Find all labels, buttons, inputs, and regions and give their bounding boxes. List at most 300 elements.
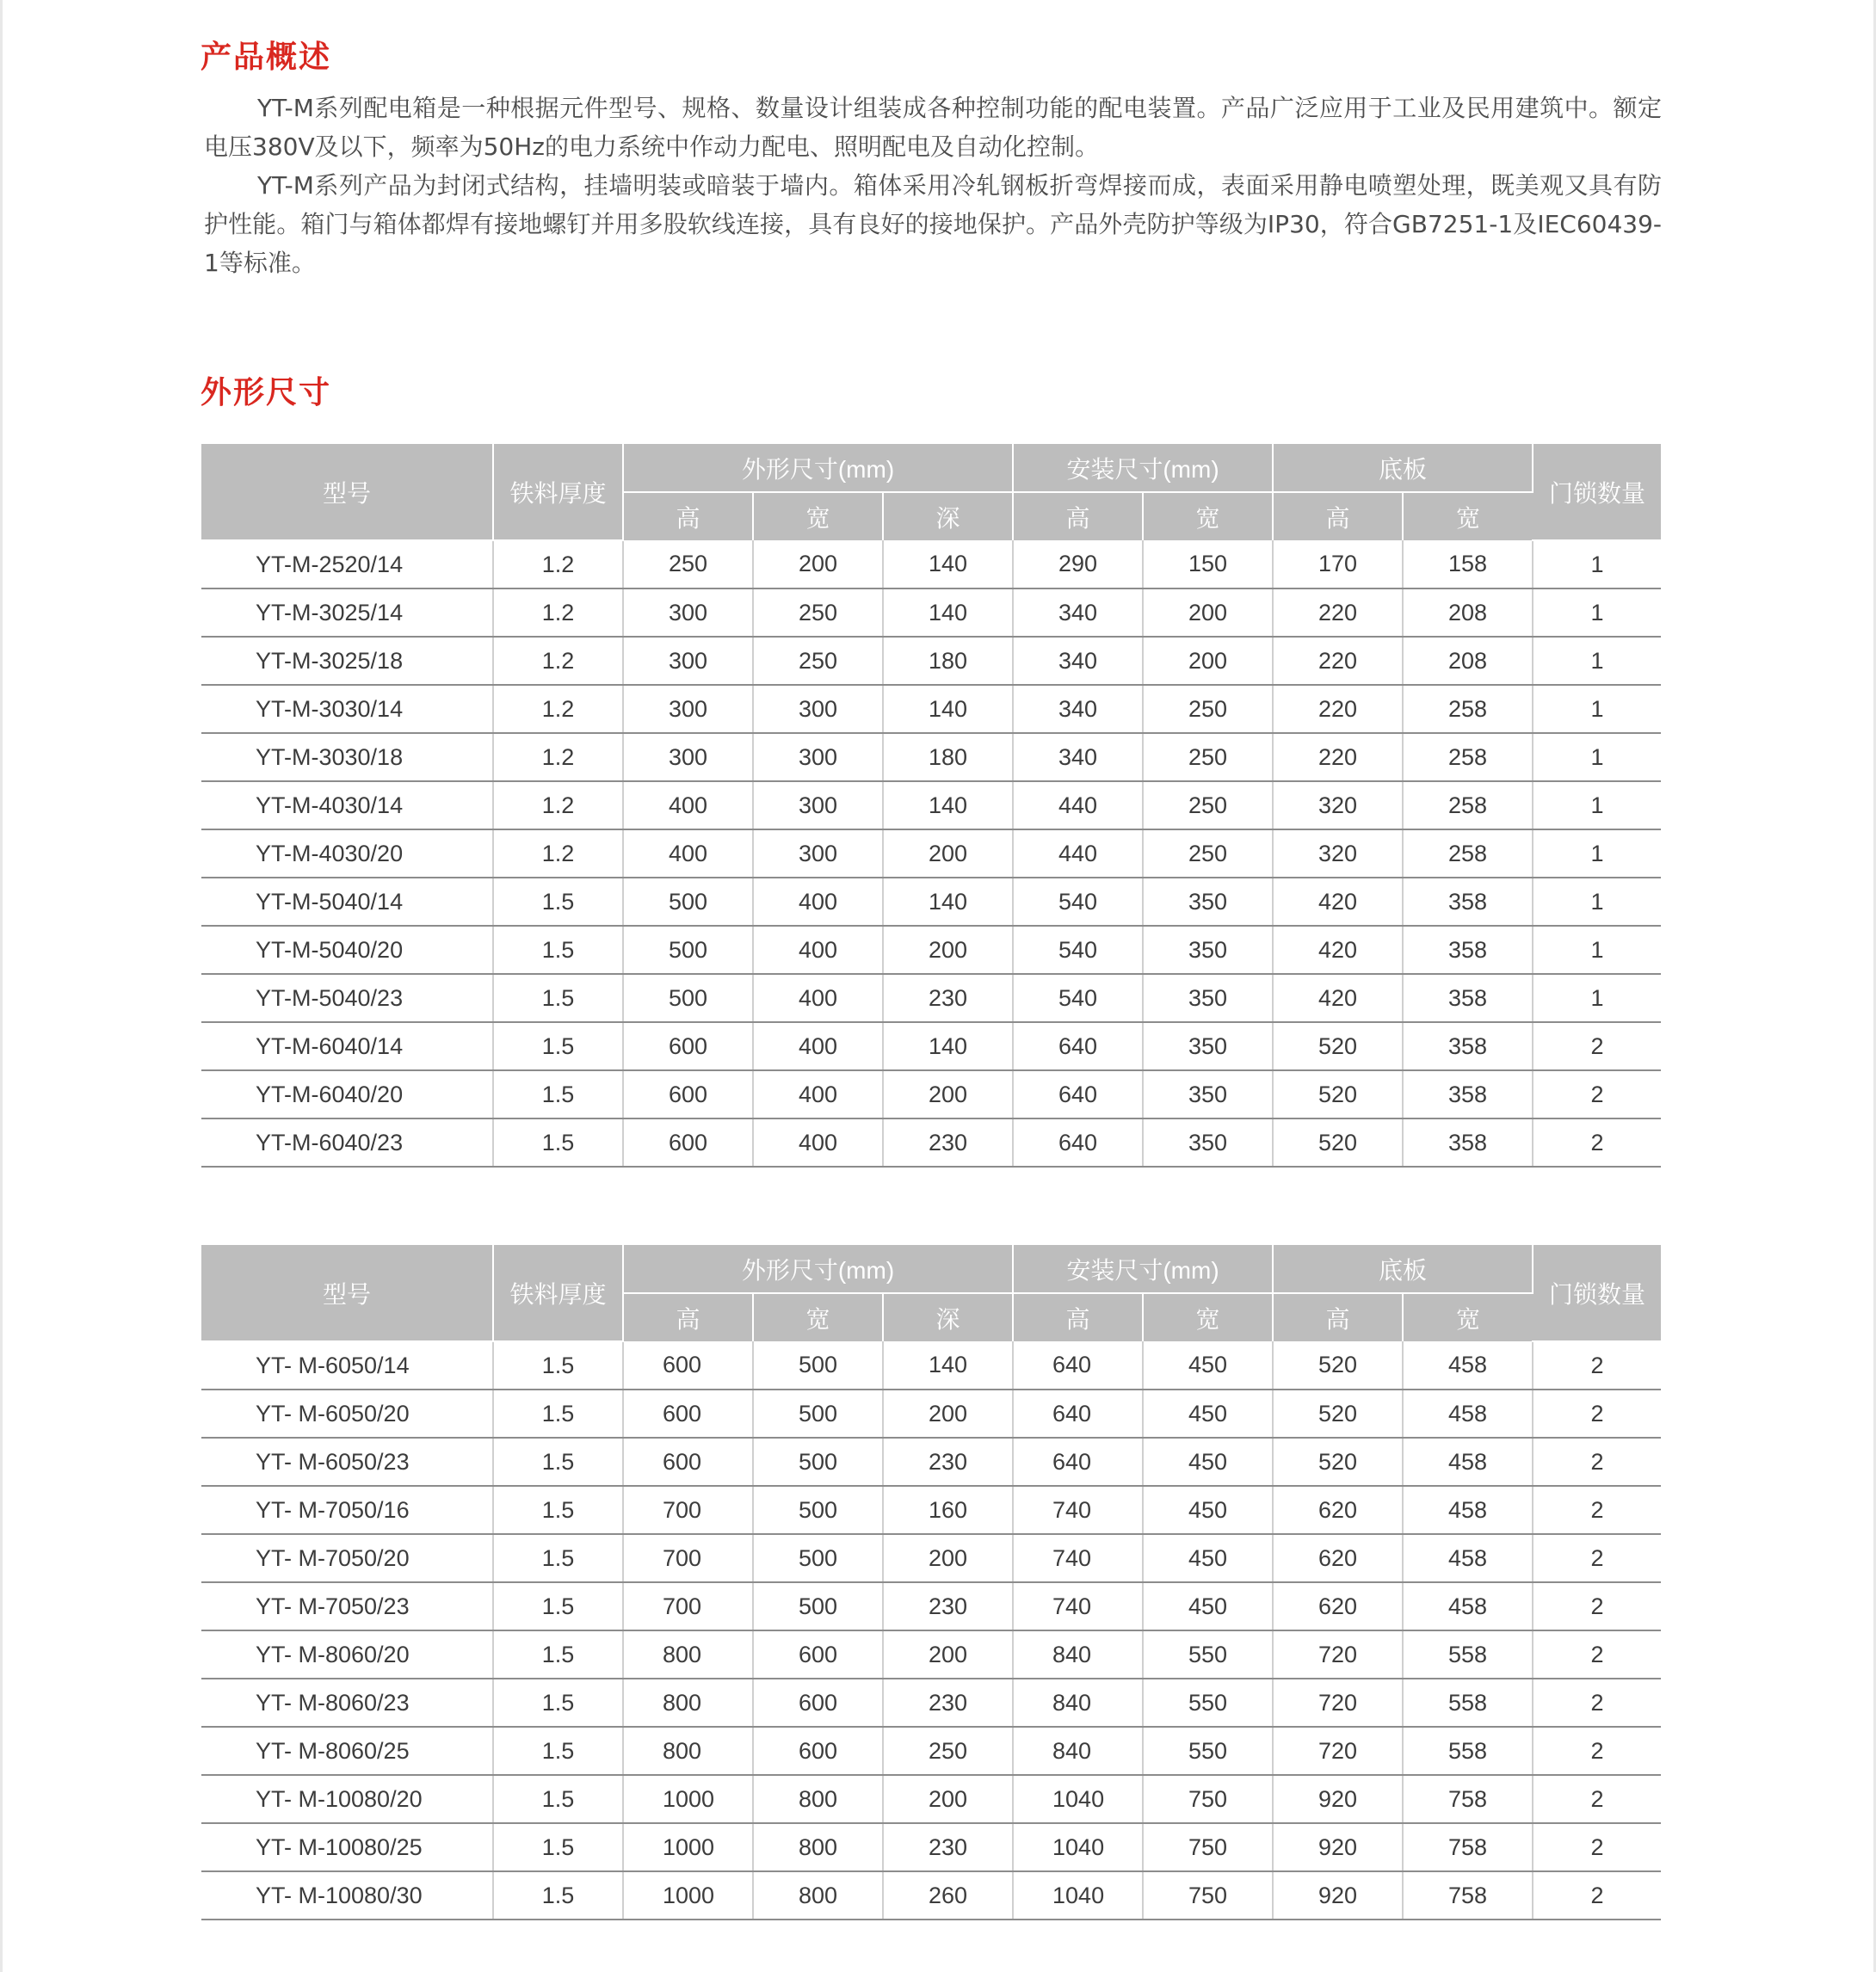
overview-text (204, 89, 1662, 282)
cell-install-width: 550 (1143, 1679, 1273, 1727)
cell-thickness: 1.2 (493, 685, 623, 733)
cell-install-height: 840 (1013, 1630, 1143, 1679)
subheader-height: 高 (1013, 1293, 1143, 1341)
table-row (201, 1727, 1661, 1775)
cell-outer-width: 500 (753, 1438, 883, 1486)
cell-outer-height: 600 (623, 1390, 753, 1438)
cell-base-height: 920 (1273, 1775, 1403, 1823)
cell-base-height: 520 (1273, 1438, 1403, 1486)
cell-lock-count: 1 (1533, 685, 1661, 733)
cell-model: YT-M-6040/14 (201, 1022, 493, 1070)
cell-base-width: 208 (1403, 637, 1533, 685)
cell-model: YT- M-7050/16 (201, 1486, 493, 1534)
cell-outer-width: 600 (753, 1679, 883, 1727)
cell-install-width: 750 (1143, 1823, 1273, 1871)
cell-outer-depth: 200 (883, 829, 1013, 878)
cell-base-width: 358 (1403, 926, 1533, 974)
cell-thickness: 1.5 (493, 1823, 623, 1871)
subheader-height: 高 (623, 492, 753, 540)
cell-model: YT-M-6040/20 (201, 1070, 493, 1118)
cell-base-width: 458 (1403, 1534, 1533, 1582)
cell-outer-depth: 200 (883, 1390, 1013, 1438)
cell-base-width: 458 (1403, 1486, 1533, 1534)
cell-install-width: 350 (1143, 1022, 1273, 1070)
cell-install-height: 340 (1013, 589, 1143, 637)
cell-outer-depth: 230 (883, 1438, 1013, 1486)
cell-base-height: 420 (1273, 878, 1403, 926)
cell-outer-depth: 230 (883, 1118, 1013, 1167)
cell-base-height: 520 (1273, 1341, 1403, 1390)
subheader-height: 高 (623, 1293, 753, 1341)
table-row (201, 589, 1661, 637)
cell-install-height: 640 (1013, 1390, 1143, 1438)
cell-outer-depth: 140 (883, 878, 1013, 926)
cell-outer-depth: 140 (883, 540, 1013, 589)
cell-outer-height: 700 (623, 1534, 753, 1582)
cell-lock-count: 2 (1533, 1630, 1661, 1679)
spec-table-2-body (201, 1341, 1661, 1920)
cell-outer-depth: 140 (883, 1341, 1013, 1390)
table-row (201, 781, 1661, 829)
subheader-width: 宽 (753, 1293, 883, 1341)
cell-outer-depth: 200 (883, 1534, 1013, 1582)
cell-install-height: 440 (1013, 781, 1143, 829)
cell-outer-height: 1000 (623, 1871, 753, 1920)
cell-model: YT- M-10080/20 (201, 1775, 493, 1823)
cell-model: YT-M-3025/14 (201, 589, 493, 637)
cell-base-width: 558 (1403, 1630, 1533, 1679)
table-row (201, 926, 1661, 974)
table-row (201, 1871, 1661, 1920)
header-thickness: 铁料厚度 (493, 444, 623, 540)
cell-outer-depth: 200 (883, 926, 1013, 974)
cell-thickness: 1.2 (493, 781, 623, 829)
overview-paragraph-1: YT-M系列配电箱是一种根据元件型号、规格、数量设计组装成各种控制功能的配电装置。产品广泛应用于工业及民用建筑中。额定电压380V及以下，频率为50Hz的电力系统中作动力配电、照明配电及自动化控制。 (204, 94, 1662, 161)
cell-outer-width: 400 (753, 926, 883, 974)
table-row (201, 878, 1661, 926)
cell-thickness: 1.5 (493, 1022, 623, 1070)
cell-install-height: 540 (1013, 878, 1143, 926)
cell-model: YT-M-3030/18 (201, 733, 493, 781)
cell-install-width: 450 (1143, 1341, 1273, 1390)
cell-base-height: 520 (1273, 1118, 1403, 1167)
cell-install-height: 640 (1013, 1118, 1143, 1167)
cell-outer-height: 1000 (623, 1823, 753, 1871)
cell-model: YT-M-3025/18 (201, 637, 493, 685)
cell-base-height: 620 (1273, 1534, 1403, 1582)
cell-outer-width: 300 (753, 685, 883, 733)
cell-install-height: 540 (1013, 926, 1143, 974)
cell-model: YT- M-6050/14 (201, 1341, 493, 1390)
cell-lock-count: 1 (1533, 781, 1661, 829)
cell-outer-height: 1000 (623, 1775, 753, 1823)
cell-base-height: 720 (1273, 1679, 1403, 1727)
cell-install-width: 150 (1143, 540, 1273, 589)
cell-base-width: 258 (1403, 685, 1533, 733)
cell-thickness: 1.2 (493, 733, 623, 781)
cell-outer-depth: 230 (883, 1823, 1013, 1871)
cell-model: YT- M-10080/30 (201, 1871, 493, 1920)
cell-base-width: 758 (1403, 1775, 1533, 1823)
cell-lock-count: 2 (1533, 1823, 1661, 1871)
cell-lock-count: 2 (1533, 1871, 1661, 1920)
cell-thickness: 1.5 (493, 974, 623, 1022)
cell-base-width: 758 (1403, 1871, 1533, 1920)
table-row (201, 1022, 1661, 1070)
table-row (201, 1534, 1661, 1582)
cell-outer-height: 800 (623, 1727, 753, 1775)
subheader-height: 高 (1013, 492, 1143, 540)
cell-outer-height: 300 (623, 589, 753, 637)
cell-install-width: 250 (1143, 733, 1273, 781)
cell-base-width: 458 (1403, 1582, 1533, 1630)
cell-install-height: 340 (1013, 685, 1143, 733)
cell-lock-count: 1 (1533, 733, 1661, 781)
cell-model: YT- M-6050/20 (201, 1390, 493, 1438)
header-model: 型号 (201, 444, 493, 540)
table-row (201, 1390, 1661, 1438)
cell-thickness: 1.5 (493, 1679, 623, 1727)
cell-base-height: 720 (1273, 1727, 1403, 1775)
cell-thickness: 1.5 (493, 1118, 623, 1167)
cell-thickness: 1.2 (493, 589, 623, 637)
cell-thickness: 1.2 (493, 637, 623, 685)
cell-base-width: 458 (1403, 1390, 1533, 1438)
cell-install-width: 350 (1143, 878, 1273, 926)
cell-outer-width: 400 (753, 878, 883, 926)
cell-thickness: 1.5 (493, 1727, 623, 1775)
cell-model: YT- M-8060/20 (201, 1630, 493, 1679)
cell-install-width: 750 (1143, 1871, 1273, 1920)
cell-thickness: 1.5 (493, 1341, 623, 1390)
cell-outer-height: 250 (623, 540, 753, 589)
cell-model: YT- M-8060/25 (201, 1727, 493, 1775)
cell-lock-count: 2 (1533, 1118, 1661, 1167)
table-row (201, 1582, 1661, 1630)
cell-outer-depth: 230 (883, 974, 1013, 1022)
cell-base-height: 520 (1273, 1070, 1403, 1118)
table-row (201, 1341, 1661, 1390)
cell-lock-count: 1 (1533, 637, 1661, 685)
cell-base-width: 758 (1403, 1823, 1533, 1871)
cell-model: YT-M-5040/20 (201, 926, 493, 974)
cell-outer-width: 600 (753, 1630, 883, 1679)
cell-install-height: 740 (1013, 1486, 1143, 1534)
cell-outer-depth: 180 (883, 733, 1013, 781)
cell-install-height: 840 (1013, 1727, 1143, 1775)
cell-outer-height: 300 (623, 733, 753, 781)
table-row (201, 829, 1661, 878)
cell-base-height: 320 (1273, 781, 1403, 829)
cell-outer-depth: 230 (883, 1582, 1013, 1630)
table-row (201, 1070, 1661, 1118)
table-row (201, 1486, 1661, 1534)
cell-thickness: 1.5 (493, 1871, 623, 1920)
cell-lock-count: 2 (1533, 1775, 1661, 1823)
cell-install-width: 250 (1143, 781, 1273, 829)
cell-base-width: 558 (1403, 1679, 1533, 1727)
cell-outer-height: 800 (623, 1679, 753, 1727)
table-row (201, 1679, 1661, 1727)
cell-thickness: 1.5 (493, 1438, 623, 1486)
cell-lock-count: 2 (1533, 1679, 1661, 1727)
cell-outer-width: 500 (753, 1534, 883, 1582)
header-thickness: 铁料厚度 (493, 1245, 623, 1341)
cell-outer-width: 400 (753, 1022, 883, 1070)
cell-outer-width: 500 (753, 1390, 883, 1438)
cell-outer-height: 500 (623, 926, 753, 974)
cell-thickness: 1.5 (493, 1486, 623, 1534)
header-outer-size: 外形尺寸(mm) (623, 444, 1013, 492)
cell-thickness: 1.5 (493, 1390, 623, 1438)
cell-base-height: 220 (1273, 685, 1403, 733)
header-lock-count: 门锁数量 (1533, 444, 1661, 540)
cell-model: YT-M-6040/23 (201, 1118, 493, 1167)
cell-base-width: 558 (1403, 1727, 1533, 1775)
cell-install-height: 340 (1013, 733, 1143, 781)
cell-lock-count: 2 (1533, 1390, 1661, 1438)
table-row (201, 733, 1661, 781)
cell-outer-height: 500 (623, 974, 753, 1022)
subheader-depth: 深 (883, 492, 1013, 540)
spec-table-1 (201, 444, 1661, 1168)
cell-install-height: 840 (1013, 1679, 1143, 1727)
cell-install-width: 350 (1143, 926, 1273, 974)
subheader-height: 高 (1273, 1293, 1403, 1341)
cell-outer-width: 300 (753, 733, 883, 781)
cell-base-height: 220 (1273, 589, 1403, 637)
cell-outer-height: 400 (623, 829, 753, 878)
cell-base-height: 420 (1273, 974, 1403, 1022)
header-outer-size: 外形尺寸(mm) (623, 1245, 1013, 1293)
cell-base-width: 358 (1403, 878, 1533, 926)
cell-base-height: 420 (1273, 926, 1403, 974)
header-base-plate: 底板 (1273, 1245, 1533, 1293)
table-row (201, 974, 1661, 1022)
cell-outer-depth: 140 (883, 1022, 1013, 1070)
cell-model: YT- M-7050/20 (201, 1534, 493, 1582)
cell-lock-count: 1 (1533, 589, 1661, 637)
cell-lock-count: 2 (1533, 1438, 1661, 1486)
cell-thickness: 1.5 (493, 1630, 623, 1679)
cell-base-height: 720 (1273, 1630, 1403, 1679)
cell-outer-height: 500 (623, 878, 753, 926)
cell-base-height: 520 (1273, 1022, 1403, 1070)
cell-outer-depth: 200 (883, 1630, 1013, 1679)
cell-model: YT- M-7050/23 (201, 1582, 493, 1630)
cell-outer-depth: 180 (883, 637, 1013, 685)
cell-outer-width: 300 (753, 829, 883, 878)
cell-install-width: 450 (1143, 1582, 1273, 1630)
table-row (201, 540, 1661, 589)
table-row (201, 1823, 1661, 1871)
cell-lock-count: 2 (1533, 1582, 1661, 1630)
cell-base-width: 258 (1403, 733, 1533, 781)
cell-outer-depth: 230 (883, 1679, 1013, 1727)
cell-install-height: 640 (1013, 1341, 1143, 1390)
subheader-width: 宽 (1403, 492, 1533, 540)
cell-install-width: 200 (1143, 637, 1273, 685)
cell-install-width: 450 (1143, 1438, 1273, 1486)
cell-outer-depth: 140 (883, 589, 1013, 637)
cell-outer-height: 300 (623, 637, 753, 685)
cell-outer-height: 800 (623, 1630, 753, 1679)
cell-lock-count: 1 (1533, 878, 1661, 926)
spec-table-2 (201, 1245, 1661, 1920)
cell-install-width: 750 (1143, 1775, 1273, 1823)
cell-outer-height: 600 (623, 1022, 753, 1070)
cell-base-width: 258 (1403, 781, 1533, 829)
cell-install-height: 290 (1013, 540, 1143, 589)
dimensions-title: 外形尺寸 (201, 375, 332, 410)
cell-outer-width: 400 (753, 1118, 883, 1167)
subheader-height: 高 (1273, 492, 1403, 540)
cell-install-width: 450 (1143, 1486, 1273, 1534)
subheader-depth: 深 (883, 1293, 1013, 1341)
table-row (201, 685, 1661, 733)
table-row (201, 1118, 1661, 1167)
cell-base-height: 920 (1273, 1871, 1403, 1920)
cell-base-height: 170 (1273, 540, 1403, 589)
cell-thickness: 1.5 (493, 1534, 623, 1582)
cell-outer-depth: 200 (883, 1070, 1013, 1118)
cell-outer-depth: 260 (883, 1871, 1013, 1920)
cell-outer-depth: 200 (883, 1775, 1013, 1823)
cell-install-width: 200 (1143, 589, 1273, 637)
cell-outer-depth: 140 (883, 685, 1013, 733)
header-base-plate: 底板 (1273, 444, 1533, 492)
cell-install-height: 440 (1013, 829, 1143, 878)
cell-base-width: 358 (1403, 1022, 1533, 1070)
cell-thickness: 1.5 (493, 1775, 623, 1823)
cell-model: YT-M-3030/14 (201, 685, 493, 733)
cell-base-width: 208 (1403, 589, 1533, 637)
cell-outer-depth: 160 (883, 1486, 1013, 1534)
cell-model: YT-M-5040/23 (201, 974, 493, 1022)
header-lock-count: 门锁数量 (1533, 1245, 1661, 1341)
cell-install-width: 450 (1143, 1534, 1273, 1582)
cell-lock-count: 2 (1533, 1727, 1661, 1775)
cell-base-height: 620 (1273, 1486, 1403, 1534)
cell-outer-width: 300 (753, 781, 883, 829)
cell-lock-count: 2 (1533, 1070, 1661, 1118)
cell-thickness: 1.5 (493, 926, 623, 974)
table-header-row (201, 1245, 1661, 1293)
cell-install-width: 350 (1143, 1070, 1273, 1118)
cell-base-width: 158 (1403, 540, 1533, 589)
cell-lock-count: 2 (1533, 1341, 1661, 1390)
table-row (201, 1630, 1661, 1679)
cell-model: YT-M-4030/20 (201, 829, 493, 878)
cell-install-height: 740 (1013, 1582, 1143, 1630)
cell-install-width: 450 (1143, 1390, 1273, 1438)
cell-lock-count: 2 (1533, 1486, 1661, 1534)
cell-install-width: 350 (1143, 1118, 1273, 1167)
header-install-size: 安装尺寸(mm) (1013, 444, 1273, 492)
cell-outer-width: 500 (753, 1582, 883, 1630)
cell-base-height: 220 (1273, 637, 1403, 685)
cell-base-width: 358 (1403, 1070, 1533, 1118)
cell-outer-height: 600 (623, 1438, 753, 1486)
cell-outer-width: 200 (753, 540, 883, 589)
cell-install-width: 550 (1143, 1727, 1273, 1775)
cell-lock-count: 1 (1533, 926, 1661, 974)
cell-lock-count: 2 (1533, 1534, 1661, 1582)
header-install-size: 安装尺寸(mm) (1013, 1245, 1273, 1293)
cell-lock-count: 2 (1533, 1022, 1661, 1070)
cell-install-height: 1040 (1013, 1871, 1143, 1920)
cell-outer-height: 600 (623, 1118, 753, 1167)
overview-paragraph-2: YT-M系列产品为封闭式结构，挂墙明装或暗装于墙内。箱体采用冷轧钢板折弯焊接而成，表面采用静电喷塑处理，既美观又具有防护性能。箱门与箱体都焊有接地螺钉并用多股软线连接，具有良好的接地保护。产品外壳防护等级为IP30，符合GB7251-1及IEC60439-1等标准。 (204, 171, 1662, 277)
cell-install-height: 640 (1013, 1438, 1143, 1486)
subheader-width: 宽 (1143, 1293, 1273, 1341)
cell-model: YT-M-2520/14 (201, 540, 493, 589)
cell-outer-width: 250 (753, 637, 883, 685)
cell-lock-count: 1 (1533, 540, 1661, 589)
cell-outer-depth: 250 (883, 1727, 1013, 1775)
cell-install-height: 340 (1013, 637, 1143, 685)
cell-base-height: 620 (1273, 1582, 1403, 1630)
cell-outer-width: 400 (753, 1070, 883, 1118)
cell-install-height: 740 (1013, 1534, 1143, 1582)
cell-thickness: 1.5 (493, 1070, 623, 1118)
cell-base-height: 920 (1273, 1823, 1403, 1871)
cell-outer-width: 800 (753, 1823, 883, 1871)
cell-thickness: 1.5 (493, 1582, 623, 1630)
table-header-row (201, 444, 1661, 492)
cell-thickness: 1.2 (493, 829, 623, 878)
left-frame-line (0, 0, 3, 1972)
cell-outer-height: 300 (623, 685, 753, 733)
cell-base-height: 320 (1273, 829, 1403, 878)
cell-outer-width: 500 (753, 1341, 883, 1390)
subheader-width: 宽 (1403, 1293, 1533, 1341)
cell-install-height: 1040 (1013, 1775, 1143, 1823)
cell-outer-width: 250 (753, 589, 883, 637)
subheader-width: 宽 (753, 492, 883, 540)
cell-outer-width: 500 (753, 1486, 883, 1534)
table-row (201, 637, 1661, 685)
cell-install-width: 350 (1143, 974, 1273, 1022)
cell-base-width: 358 (1403, 1118, 1533, 1167)
cell-outer-depth: 140 (883, 781, 1013, 829)
cell-install-width: 250 (1143, 685, 1273, 733)
cell-model: YT-M-5040/14 (201, 878, 493, 926)
cell-outer-height: 600 (623, 1070, 753, 1118)
cell-outer-height: 600 (623, 1341, 753, 1390)
cell-lock-count: 1 (1533, 829, 1661, 878)
cell-model: YT- M-8060/23 (201, 1679, 493, 1727)
cell-install-width: 250 (1143, 829, 1273, 878)
cell-install-height: 540 (1013, 974, 1143, 1022)
cell-base-width: 358 (1403, 974, 1533, 1022)
cell-thickness: 1.2 (493, 540, 623, 589)
cell-base-width: 458 (1403, 1341, 1533, 1390)
subheader-width: 宽 (1143, 492, 1273, 540)
cell-install-height: 640 (1013, 1022, 1143, 1070)
cell-outer-width: 800 (753, 1775, 883, 1823)
cell-model: YT- M-6050/23 (201, 1438, 493, 1486)
table-row (201, 1438, 1661, 1486)
spec-table-1-body (201, 540, 1661, 1167)
cell-install-height: 1040 (1013, 1823, 1143, 1871)
table-row (201, 1775, 1661, 1823)
cell-model: YT- M-10080/25 (201, 1823, 493, 1871)
cell-install-height: 640 (1013, 1070, 1143, 1118)
cell-base-width: 258 (1403, 829, 1533, 878)
cell-install-width: 550 (1143, 1630, 1273, 1679)
overview-title: 产品概述 (201, 40, 332, 75)
